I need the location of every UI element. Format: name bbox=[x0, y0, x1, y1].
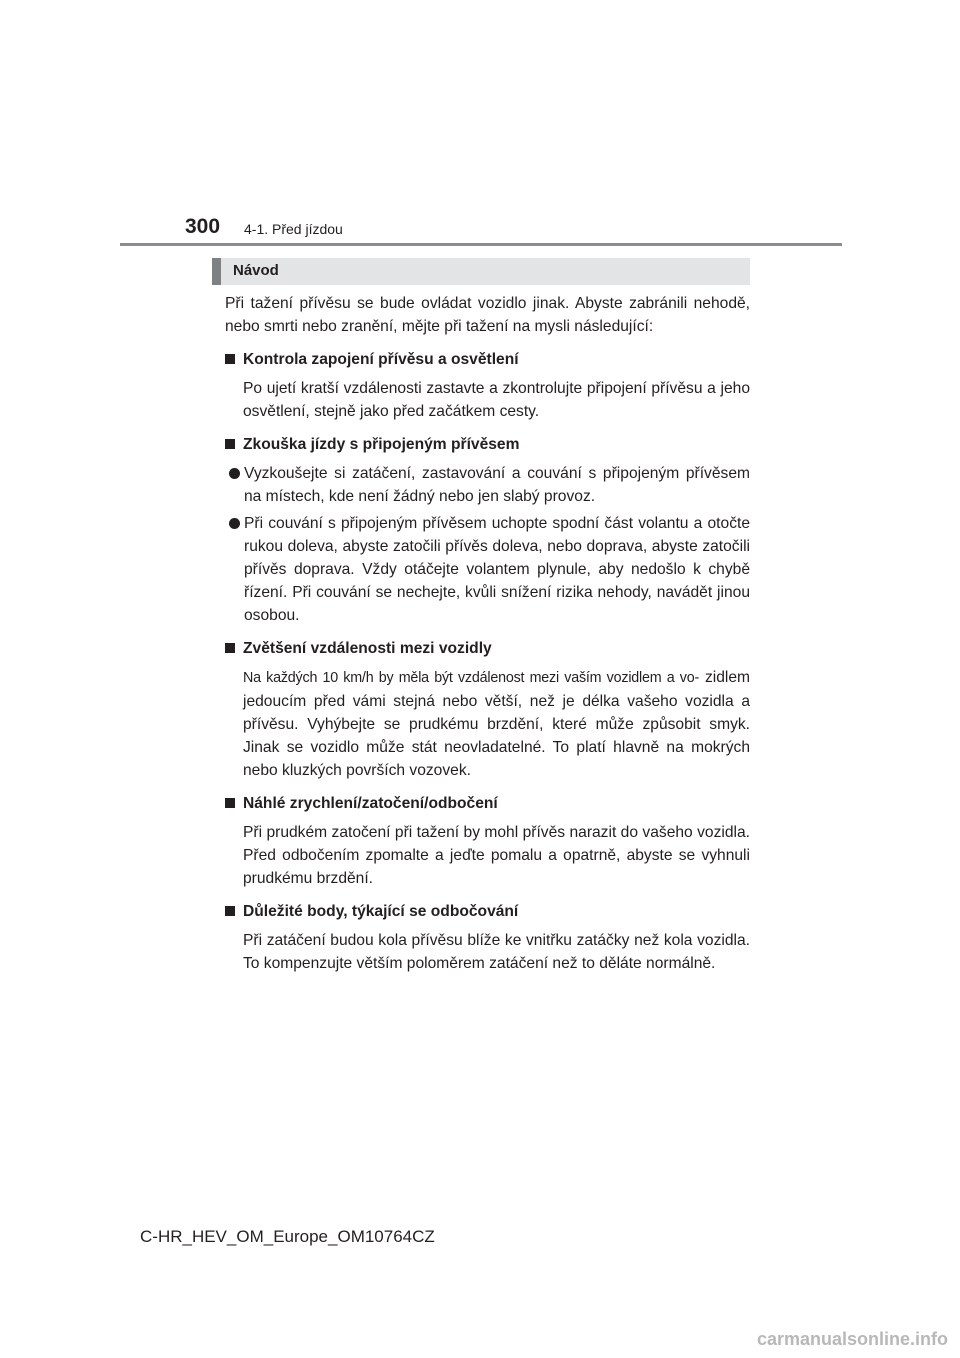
square-bullet-icon bbox=[225, 906, 235, 916]
section-heading bbox=[225, 348, 750, 371]
bullet-item bbox=[229, 512, 750, 627]
content bbox=[225, 292, 750, 985]
square-bullet-icon bbox=[225, 354, 235, 364]
section-heading bbox=[225, 900, 750, 923]
section-text: Při zatáčení budou kola přívěsu blíže ke vnitřku zatáčky než kola vozidla. To kompenzujte větším poloměrem zatáčení než to děláte normálně. bbox=[243, 932, 750, 972]
bullet-item bbox=[229, 462, 750, 508]
round-bullet-icon bbox=[229, 518, 240, 529]
section-title: Zkouška jízdy s připojeným přívěsem bbox=[243, 436, 520, 453]
section-odbocovani bbox=[225, 900, 750, 975]
square-bullet-icon bbox=[225, 439, 235, 449]
section-text-rest: zidlem jedoucím před vámi stejná nebo větší, než je délka vašeho vozidla a přívěsu. Vyhýbejte se prudkému brzdění, které může způsobit smyk. Jinak se vozidlo může stát neovladatelné. To platí hlavně na mokrých nebo kluzkých površích vozovek. bbox=[243, 669, 750, 779]
section-heading bbox=[225, 637, 750, 660]
square-bullet-icon bbox=[225, 643, 235, 653]
intro-paragraph: Při tažení přívěsu se bude ovládat vozidlo jinak. Abyste zabránili nehodě, nebo smrti nebo zranění, mějte při tažení na mysli následující: bbox=[225, 295, 750, 335]
section-title: Náhlé zrychlení/zatočení/odbočení bbox=[243, 795, 498, 812]
section-text bbox=[243, 666, 750, 782]
navod-bar bbox=[212, 258, 750, 285]
page-number: 300 bbox=[185, 215, 221, 238]
bullet-text: Při couvání s připojeným přívěsem uchopte spodní část volantu a otočte rukou doleva, abyste zatočili přívěs doleva, nebo doprava, abyste zatočili přívěs doprava. Vždy otáčejte volantem plynule, aby nedošlo k chybě řízení. Při couvání se nechejte, kvůli snížení rizika nehody, navádět jinou osobou. bbox=[244, 515, 750, 624]
section-zkouska bbox=[225, 433, 750, 627]
section-text-first-line: Na každých 10 km/h by měla být vzdálenost mezi vaším vozidlem a vo- bbox=[243, 670, 700, 686]
round-bullet-icon bbox=[229, 468, 240, 479]
section-title: Kontrola zapojení přívěsu a osvětlení bbox=[243, 351, 519, 368]
bullet-text: Vyzkoušejte si zatáčení, zastavování a couvání s připojeným přívěsem na místech, kde není žádný nebo jen slabý provoz. bbox=[244, 465, 750, 505]
section-kontrola bbox=[225, 348, 750, 423]
section-reference: 4-1. Před jízdou bbox=[244, 221, 343, 237]
footer-document-id: C-HR_HEV_OM_Europe_OM10764CZ bbox=[140, 1227, 435, 1246]
header-rule bbox=[120, 243, 842, 246]
section-title: Důležité body, týkající se odbočování bbox=[243, 903, 519, 920]
section-text: Při prudkém zatočení při tažení by mohl přívěs narazit do vašeho vozidla. Před odbočením zpomalte a jeďte pomalu a opatrně, abyste se vyhnuli prudkému brzdění. bbox=[243, 824, 750, 887]
watermark[interactable]: carmanualsonline.info bbox=[756, 1329, 948, 1349]
square-bullet-icon bbox=[225, 798, 235, 808]
section-text: Po ujetí kratší vzdálenosti zastavte a zkontrolujte připojení přívěsu a jeho osvětlení, stejně jako před začátkem cesty. bbox=[243, 380, 750, 420]
section-heading bbox=[225, 433, 750, 456]
section-heading bbox=[225, 792, 750, 815]
section-vzdalenost bbox=[225, 637, 750, 782]
navod-title: Návod bbox=[233, 262, 279, 279]
section-nahle bbox=[225, 792, 750, 890]
section-title: Zvětšení vzdálenosti mezi vozidly bbox=[243, 640, 492, 657]
